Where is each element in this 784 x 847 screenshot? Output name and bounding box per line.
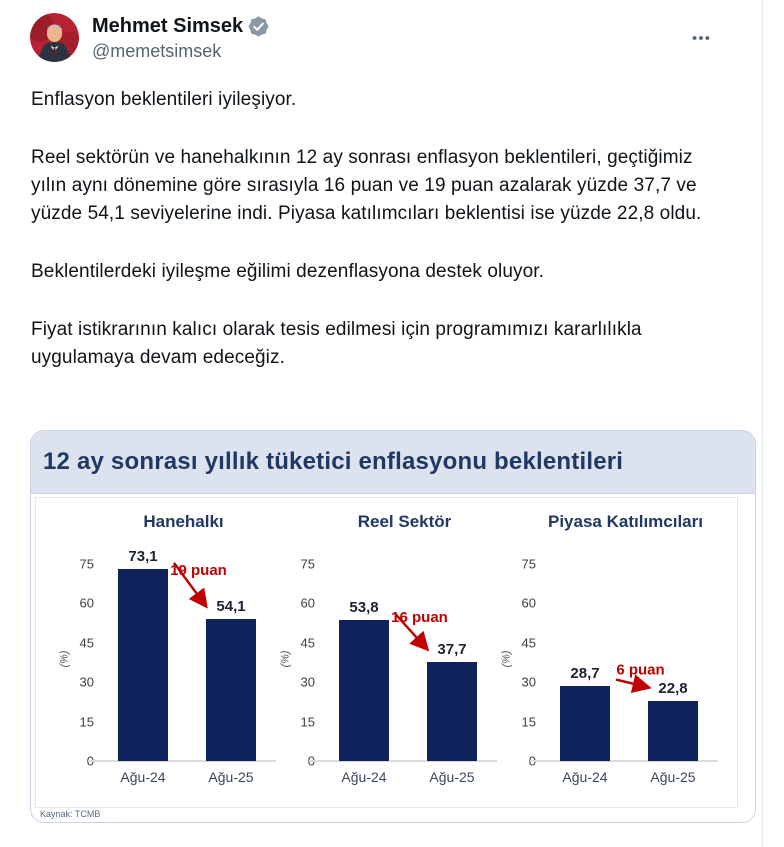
x-tick-label: Ağu-25 bbox=[650, 769, 696, 785]
plot bbox=[102, 547, 272, 785]
y-axis bbox=[68, 556, 94, 761]
y-tick-label: 45 bbox=[300, 635, 315, 651]
bar-value-label: 37,7 bbox=[437, 640, 467, 658]
tweet-paragraph: Reel sektörün ve hanehalkının 12 ay sonrası enflasyon beklentileri, geçtiğimiz yılın aynı dönemine göre sırasıyla 16 puan ve 19 puan azalarak yüzde 37,7 ve yüzde 54,1 seviyelerine indi. Piyasa katılımcıları beklentisi ise yüzde 22,8 oldu. bbox=[31, 147, 702, 224]
y-tick-label: 60 bbox=[79, 595, 94, 611]
plot bbox=[544, 556, 714, 785]
chart-panel-1 bbox=[58, 510, 279, 807]
more-options-button[interactable] bbox=[684, 21, 718, 55]
bar-value-label: 22,8 bbox=[658, 680, 688, 698]
bar-value-label: 28,7 bbox=[570, 664, 600, 682]
y-tick-label: 60 bbox=[300, 595, 315, 611]
y-tick-label: 15 bbox=[521, 714, 536, 730]
x-tick-label: Ağu-25 bbox=[208, 769, 254, 785]
more-horizontal-icon bbox=[690, 27, 712, 49]
y-tick-label: 60 bbox=[521, 595, 536, 611]
chart-panel-3 bbox=[500, 510, 721, 807]
chart-title-band bbox=[31, 431, 755, 494]
y-axis bbox=[289, 556, 315, 761]
bar-value-label: 54,1 bbox=[216, 597, 246, 615]
y-axis-label: (%) bbox=[279, 649, 292, 668]
bar-value-label: 53,8 bbox=[349, 598, 379, 616]
user-handle[interactable]: @memetsimsek bbox=[92, 41, 222, 61]
tweet-paragraph: Enflasyon beklentileri iyileşiyor. bbox=[31, 89, 297, 110]
chart-title: 12 ay sonrası yıllık tüketici enflasyonu beklentileri bbox=[43, 448, 624, 475]
y-tick-label: 45 bbox=[79, 635, 94, 651]
tweet-paragraph: Beklentilerdeki iyileşme eğilimi dezenflasyona destek oluyor. bbox=[31, 261, 545, 282]
change-arrow bbox=[102, 556, 272, 761]
y-axis-label: (%) bbox=[58, 649, 71, 668]
x-tick-label: Ağu-24 bbox=[562, 769, 608, 785]
y-tick-label: 30 bbox=[79, 674, 94, 690]
panel-title: Reel Sektör bbox=[357, 512, 452, 531]
change-label: 19 puan bbox=[170, 561, 227, 579]
panel-title: Piyasa Katılımcıları bbox=[548, 512, 703, 531]
user-identity bbox=[92, 13, 269, 67]
tweet-text bbox=[31, 86, 731, 402]
avatar[interactable] bbox=[30, 13, 79, 62]
panel-plot-area bbox=[58, 547, 272, 785]
avatar-image bbox=[30, 13, 79, 62]
y-axis-label: (%) bbox=[500, 649, 513, 668]
y-tick-label: 30 bbox=[300, 674, 315, 690]
panel-title: Hanehalkı bbox=[143, 512, 224, 531]
tweet-paragraph: Fiyat istikrarının kalıcı olarak tesis edilmesi için programımızı kararlılıkla uygulamaya devam edeceğiz. bbox=[31, 319, 642, 368]
x-tick-label: Ağu-24 bbox=[120, 769, 166, 785]
y-tick-label: 75 bbox=[300, 556, 315, 572]
x-tick-label: Ağu-25 bbox=[429, 769, 475, 785]
display-name[interactable]: Mehmet Simsek bbox=[92, 15, 244, 37]
change-arrow bbox=[544, 556, 714, 761]
y-tick-label: 30 bbox=[521, 674, 536, 690]
change-arrow bbox=[323, 556, 493, 761]
panel-plot-area bbox=[500, 556, 714, 785]
change-label: 16 puan bbox=[391, 608, 448, 626]
inflation-expectations-chart bbox=[30, 430, 756, 823]
change-label: 6 puan bbox=[616, 661, 665, 679]
y-tick-label: 45 bbox=[521, 635, 536, 651]
chart-panels bbox=[35, 497, 738, 808]
y-tick-label: 15 bbox=[79, 714, 94, 730]
bar-value-label: 73,1 bbox=[128, 547, 158, 565]
y-tick-label: 15 bbox=[300, 714, 315, 730]
chart-source: Kaynak: TCMB bbox=[40, 809, 101, 819]
chart-panel-2 bbox=[279, 510, 500, 807]
y-tick-label: 75 bbox=[79, 556, 94, 572]
plot bbox=[323, 556, 493, 785]
panel-plot-area bbox=[279, 556, 493, 785]
y-axis bbox=[510, 556, 536, 761]
x-tick-label: Ağu-24 bbox=[341, 769, 387, 785]
y-tick-label: 75 bbox=[521, 556, 536, 572]
tweet-header bbox=[30, 13, 722, 67]
verified-badge-icon bbox=[248, 16, 269, 37]
